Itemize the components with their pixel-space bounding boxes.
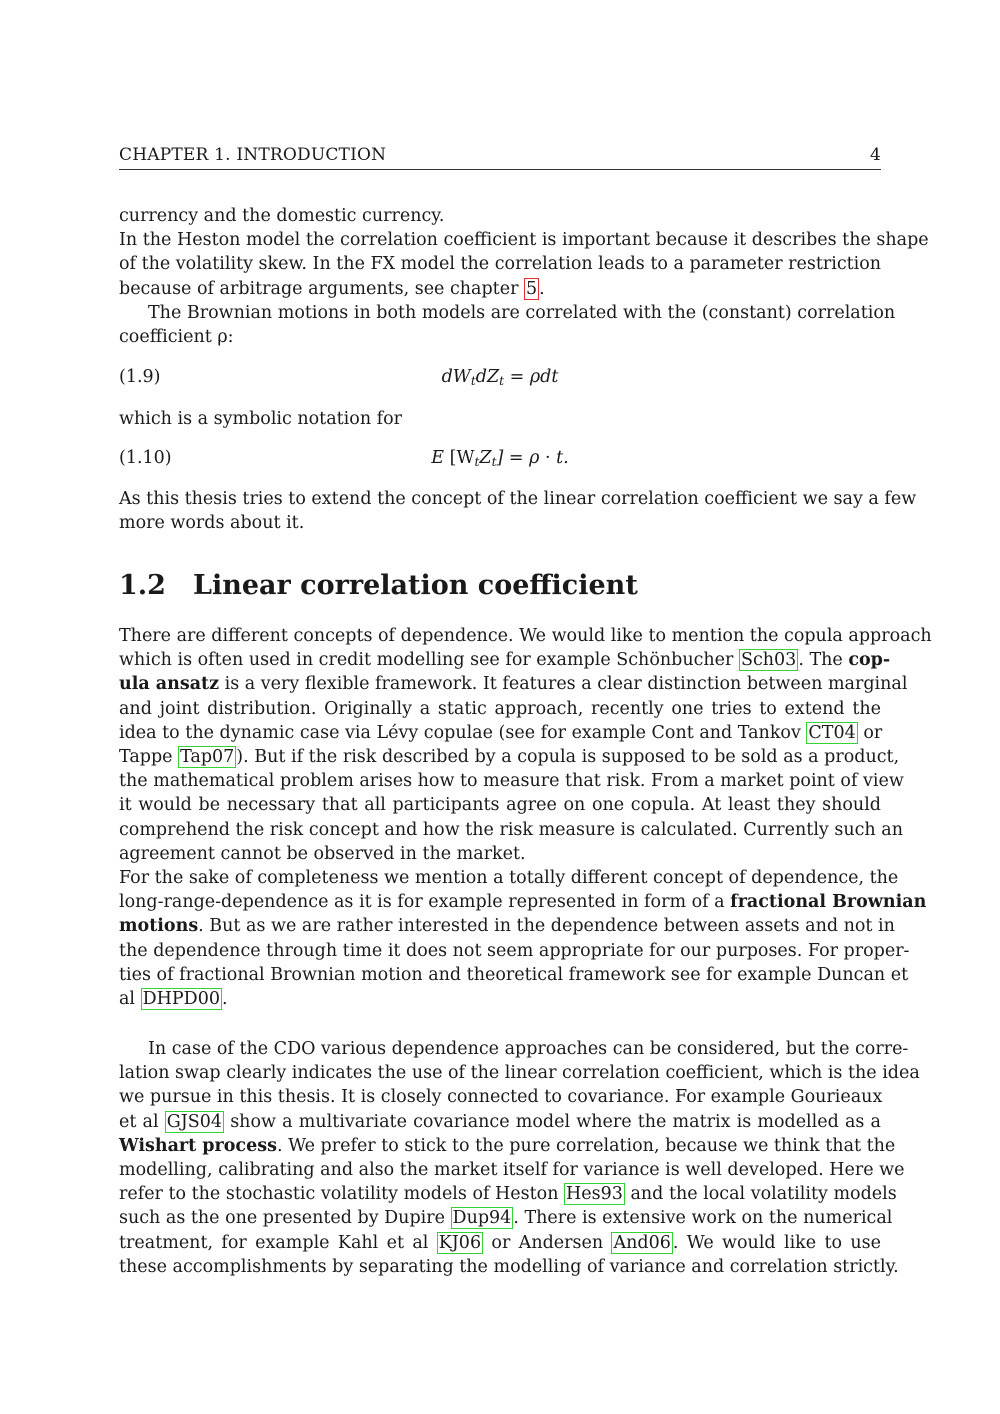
citation-link[interactable]: GJS04 <box>166 1111 223 1132</box>
citation-link[interactable]: Tap07 <box>180 747 235 768</box>
text-line: which is a symbolic notation for <box>119 409 403 429</box>
text-line: currency and the domestic currency. <box>119 206 445 226</box>
text-line: idea to the dynamic case via Lévy copulae (see for example Cont and Tankov CT04 or <box>119 722 883 743</box>
text-line: Wishart process. We prefer to stick to the pure correlation, because we think that the <box>119 1135 896 1156</box>
citation-link[interactable]: KJ06 <box>438 1232 482 1253</box>
paragraph-1 <box>119 204 929 301</box>
section-title: Linear correlation coefficient <box>193 570 638 601</box>
citation-link[interactable]: Sch03 <box>740 650 797 671</box>
text-line: lation swap clearly indicates the use of the linear correlation coefficient, which is the idea <box>119 1063 920 1084</box>
text-line: treatment, for example Kahl et al KJ06 or Andersen And06 . We would like to use <box>119 1232 881 1253</box>
text-line: of the volatility skew. In the FX model the correlation leads to a parameter restriction <box>119 254 882 275</box>
equation-body: $dW_tdZ_t = \rho dt$ <box>441 367 559 388</box>
text-line: we pursue in this thesis. It is closely connected to covariance. For example Gourieaux <box>119 1087 883 1108</box>
text-line: more words about it. <box>119 513 305 534</box>
text-line: As this thesis tries to extend the concept of the linear correlation coefficient we say a few <box>119 489 917 509</box>
text-line: which is often used in credit modelling see for example Schönbucher Sch03 . The cop- <box>119 650 891 671</box>
text-line: such as the one presented by Dupire Dup94 . There is extensive work on the numerical <box>119 1208 893 1229</box>
text-line: In case of the CDO various dependence approaches can be considered, but the corre- <box>148 1039 909 1059</box>
text-line: ties of fractional Brownian motion and theoretical framework see for example Duncan et <box>119 964 909 985</box>
text-line: agreement cannot be observed in the market. <box>119 843 526 864</box>
text-line: these accomplishments by separating the modelling of variance and correlation strictly. <box>119 1256 899 1277</box>
text-line: the mathematical problem arises how to measure that risk. From a market point of view <box>119 771 904 792</box>
text-line: al DHPD00 . <box>119 989 228 1010</box>
chapter-link[interactable]: 5 <box>526 278 538 299</box>
text-line: the dependence through time it does not seem appropriate for our purposes. For proper- <box>119 940 910 961</box>
citation-link[interactable]: And06 <box>613 1232 671 1253</box>
equation-1-10 <box>119 448 881 472</box>
text-line: In the Heston model the correlation coefficient is important because it describes the shape <box>119 230 929 251</box>
paragraph-4 <box>119 487 917 535</box>
page-number: 4 <box>869 145 881 165</box>
text-line: comprehend the risk concept and how the risk measure is calculated. Currently such an <box>119 819 903 840</box>
equation-number: (1.10) <box>119 448 172 468</box>
text-line: et al GJS04 show a multivariate covariance model where the matrix is modelled as a <box>119 1111 881 1132</box>
text-line: refer to the stochastic volatility models of Heston Hes93 and the local volatility models <box>119 1184 897 1205</box>
text-line: motions. But as we are rather interested in the dependence between assets and not in <box>119 916 895 937</box>
paragraph-2 <box>119 301 896 349</box>
text-line: For the sake of completeness we mention a totally different concept of dependence, the <box>119 868 899 889</box>
citation-link[interactable]: Hes93 <box>566 1184 623 1205</box>
text-line: it would be necessary that all participants agree on one copula. At least they should <box>119 795 881 816</box>
text-line: The Brownian motions in both models are correlated with the (constant) correlation <box>148 303 896 323</box>
paragraph-5 <box>119 624 932 1011</box>
citation-link[interactable]: Dup94 <box>452 1208 512 1229</box>
chapter-title: CHAPTER 1. INTRODUCTION <box>119 145 387 165</box>
text-line: because of arbitrage arguments, see chapter 5 . <box>119 278 545 299</box>
paragraph-3 <box>119 407 881 431</box>
text-line: coefficient ρ: <box>119 327 234 348</box>
text-line: ula ansatz is a very flexible framework. It features a clear distinction between marginal <box>119 674 908 695</box>
text-line: long-range-dependence as it is for example represented in form of a fractional Brownian <box>119 892 927 913</box>
section-number: 1.2 <box>119 570 166 601</box>
text-line: modelling, calibrating and also the market itself for variance is well developed. Here we <box>119 1160 905 1181</box>
section-heading <box>119 570 638 601</box>
running-header <box>119 145 881 170</box>
equation-number: (1.9) <box>119 367 161 387</box>
citation-link[interactable]: DHPD00 <box>142 989 220 1010</box>
text-line: There are different concepts of dependence. We would like to mention the copula approach <box>119 626 932 646</box>
paragraph-6 <box>119 1037 920 1279</box>
text-line: and joint distribution. Originally a static approach, recently one tries to extend the <box>119 698 881 719</box>
equation-1-9 <box>119 367 881 391</box>
text-line: Tappe Tap07 ). But if the risk described by a copula is supposed to be sold as a product, <box>119 747 900 768</box>
equation-body: E $[W_tZ_t] = \rho \cdot t$. <box>431 448 569 469</box>
citation-link[interactable]: CT04 <box>808 722 856 743</box>
